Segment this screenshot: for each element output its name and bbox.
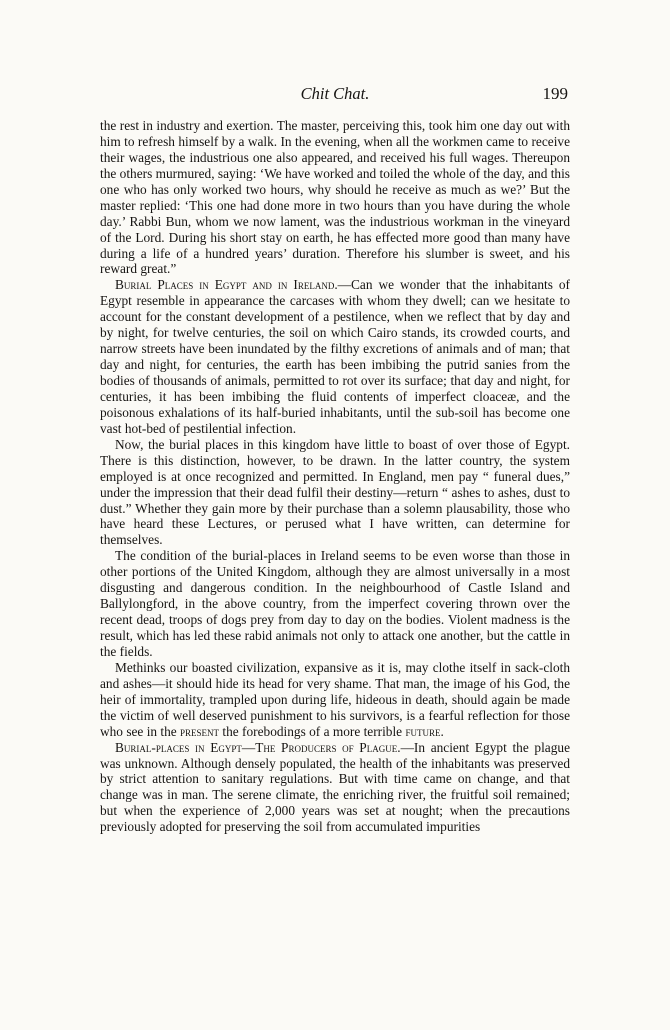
paragraph-burial-ireland: [100, 548, 570, 660]
paragraph-plague-producers: [100, 740, 570, 836]
paragraph-burial-egypt-ireland: [100, 277, 570, 436]
paragraph-text: —Can we wonder that the inhabitants of Egypt resemble in appearance the carcases with whom they dwell; can we hesitate to account for the constant development of a pestilence, when we reflect that by day and by night, for twelve centuries, the soil on which Cairo stands, its crowded courts, and narrow streets have been inundated by the filthy excretions of animals and of man; that day and night, for centuries, the earth has been imbibing the putrid sanies from the bodies of thousands of animals, permitted to rot over its surface; that day and night, for centuries, it has been imbibing the fluid contents of imperfect cloaceæ, and the poisonous exhalations of its half-buried inhabitants, until the sub-soil has become one vast hot-bed of pestilential infection.: [100, 277, 570, 436]
paragraph-civilization: [100, 660, 570, 740]
paragraph-text: The condition of the burial-places in Ireland seems to be even worse than those in other portions of the United Kingdom, although they are almost universally in a most disgusting and dangerous condition. In the neighbourhood of Castle Island and Ballylongford, in the above country, from the imperfect covering thrown over the recent dead, troops of dogs prey from day to day on the bodies. Violent madness is the result, which has led these rabid animals not only to attack one another, but the cattle in the fields.: [100, 548, 570, 659]
paragraph-text: the rest in industry and exertion. The master, perceiving this, took him one day out with him to refresh himself by a walk. In the evening, when all the workmen came to receive their wages, the industrious one also appeared, and received his full wages. Thereupon the others murmured, saying: ‘We have worked and toiled the whole of the day, and this one who has only worked two hours, why should he receive as much as we?’ But the master replied: ‘This one had done more in two hours than you have during the whole day.’ Rabbi Bun, whom we now lament, was the industrious workman in the vineyard of the Lord. During his short stay on earth, he has effected more good than many have during a life of a hundred years’ duration. Therefore his slumber is sweet, and his reward great.”: [100, 118, 570, 277]
section-heading: Burial-places in Egypt—The Producers of Plague.: [115, 739, 401, 755]
paragraph-rabbi-bun-conclusion: [100, 118, 570, 277]
paragraph-text: Now, the burial places in this kingdom have little to boast of over those of Egypt. There is this distinction, however, to be drawn. In the latter country, the system employed is at once recognized and permitted. In England, men pay “ funeral dues,” under the impression that their dead fulfil their destiny—return “ ashes to ashes, dust to dust.” Whether they gain more by their purchase than a solemn plausability, those who have heard these Lectures, or perused what I have written, can determine for themselves.: [100, 436, 570, 548]
small-caps-present: present: [180, 723, 220, 739]
running-title: Chit Chat.: [300, 84, 370, 103]
page-header: [100, 84, 570, 110]
book-page: [100, 84, 570, 835]
paragraph-text: Methinks our boasted civilization, expansive as it is, may clothe itself in sack-cloth and ashes—it should hide its head for very shame. That man, the image of his God, the heir of immortality, trampled upon during life, hideous in death, should again be made the victim of well deserved punishment to his survivors, is a fearful reflection for those who see in the: [100, 659, 570, 739]
paragraph-burial-kingdom: [100, 437, 570, 549]
paragraph-text: the forebodings of a more terrible: [219, 723, 406, 739]
paragraph-text: .: [440, 723, 444, 739]
small-caps-future: future: [405, 723, 441, 739]
page-number: 199: [542, 84, 568, 103]
section-heading: Burial Places in Egypt and in Ireland.: [115, 277, 338, 293]
paragraph-text: —In ancient Egypt the plague was unknown. Although densely populated, the health of the inhabitants was preserved by strict attention to sanitary regulations. But with time came on change, and that change was in man. The serene climate, the enriching river, the fruitful soil remained; but when the experience of 2,000 years was set at nought; when the precautions previously adopted for preserving the soil from accumulated impurities: [100, 739, 570, 835]
